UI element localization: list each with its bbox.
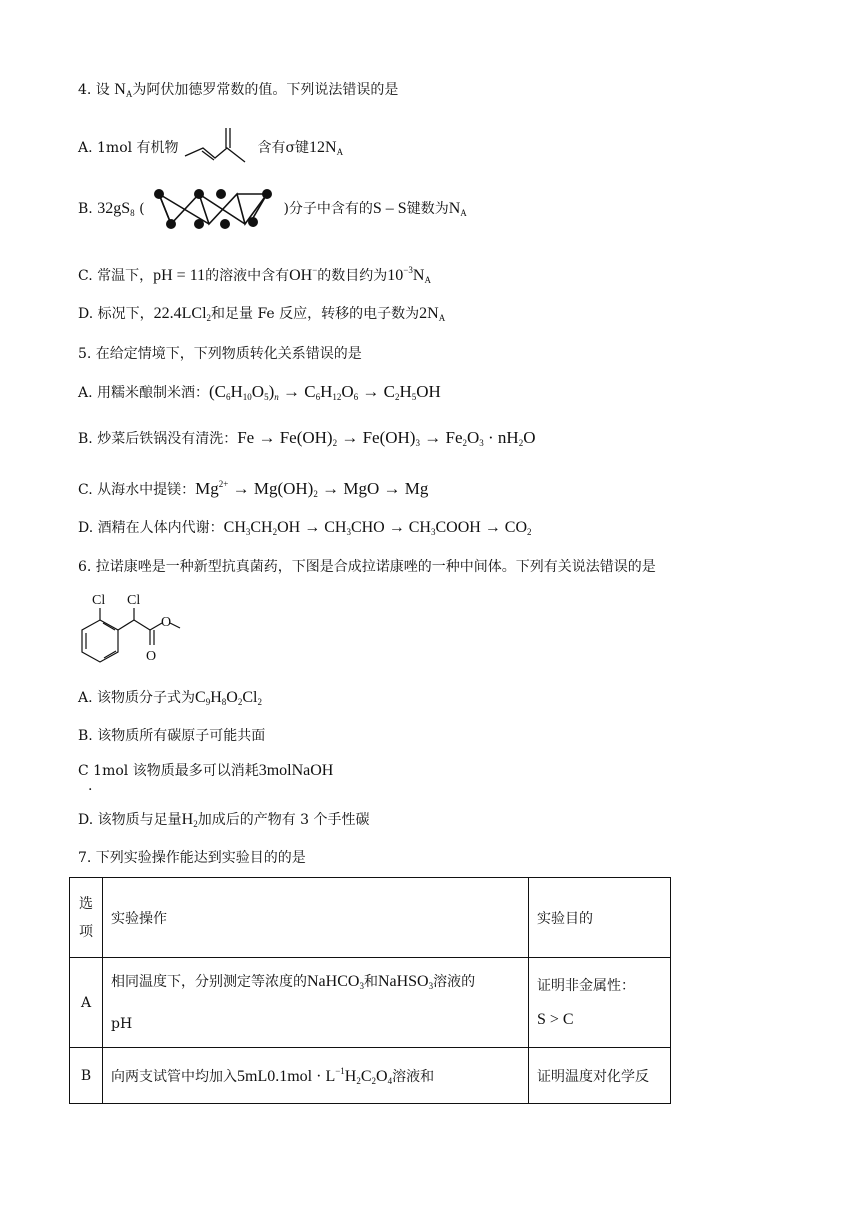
experiment-table (69, 877, 671, 1104)
header-goal: 实验目的 (529, 878, 671, 958)
header-operation: 实验操作 (103, 878, 529, 958)
o-label-1: O (161, 615, 172, 630)
cl-label-1: Cl (92, 593, 106, 608)
q4-option-c: C. 常温下，pH = 11的溶液中含有OH−的数目约为$10^{-3}N_A$ (78, 265, 431, 285)
q6-option-a: A. 该物质分子式为$C_9H_8O_2Cl_2$ (78, 689, 262, 707)
q4-option-d: D. 标况下，22.4LCl$_2$和足量 Fe 反应，转移的电子数为$2N_A$ (78, 305, 446, 323)
row-b-operation: 向两支试管中均加入$5mL0.1mol \cdot L^{-1}H_2C_2O_4$溶液和 (103, 1048, 529, 1104)
isoprene-structure-icon (183, 126, 253, 170)
row-a-operation: 相同温度下，分别测定等浓度的NaHCO$_3$和NaHSO$_3$溶液的 pH (103, 958, 529, 1048)
s8-ring-structure-icon (149, 186, 279, 232)
q6-option-c-dot: . (88, 778, 93, 794)
na-symbol: $N_A$ (114, 81, 133, 99)
table-header-row (70, 878, 671, 958)
q6-option-c: C 1mol 该物质最多可以消耗3molNaOH (78, 762, 334, 779)
header-option: 选项 (70, 878, 103, 958)
q6-stem: 6. 拉诺康唑是一种新型抗真菌药，下图是合成拉诺康唑的一种中间体。下列有关说法错误的是 (78, 559, 656, 575)
q6-molecule-structure-icon (70, 590, 190, 670)
q4-stem: 4. 设 $N_A$为阿伏加德罗常数的值。下列说法错误的是 (78, 81, 399, 99)
row-b-goal: 证明温度对化学反 (529, 1048, 671, 1104)
row-label-b: B (70, 1048, 103, 1104)
row-label-a: A (70, 958, 103, 1048)
q6-option-d: D. 该物质与足量$H_2$加成后的产物有 3 个手性碳 (78, 811, 370, 829)
table-row (70, 1048, 671, 1104)
q5-option-c: C. 从海水中提镁：$Mg^{2+} \to Mg(OH)_2$ → MgO → Mg (78, 479, 429, 499)
q4-option-a: A. 1mol 有机物 含有σ键$12N_A$ (78, 126, 343, 170)
q7-stem: 7. 下列实验操作能达到实验目的的是 (78, 850, 306, 866)
q5-option-b: B. 炒菜后铁锅没有清洗：$Fe \to Fe(OH)_2 \to Fe(OH)_3 \to Fe_2O_3 \cdot nH_2O$ (78, 428, 536, 448)
q5-option-a: A. 用糯米酿制米酒：$(C_6H_{10}O_5)_n \to C_6H_{12}O_6 \to C_2H_5OH$ (78, 382, 441, 402)
q4-option-b: B. $32gS_8$ ( )分子中含有的S – S键数为$N_A$ (78, 186, 467, 236)
q6-option-b: B. 该物质所有碳原子可能共面 (78, 728, 266, 744)
q5-stem: 5. 在给定情境下，下列物质转化关系错误的是 (78, 346, 362, 362)
cl-label-2: Cl (127, 593, 141, 608)
row-a-goal: 证明非金属性： S > C (529, 958, 671, 1048)
table-row (70, 958, 671, 1048)
q5-option-d: D. 酒精在人体内代谢：$CH_3CH_2OH \to CH_3CHO$ → $CH_3COOH \to CO_2$ (78, 519, 532, 537)
o-label-2: O (146, 649, 157, 664)
